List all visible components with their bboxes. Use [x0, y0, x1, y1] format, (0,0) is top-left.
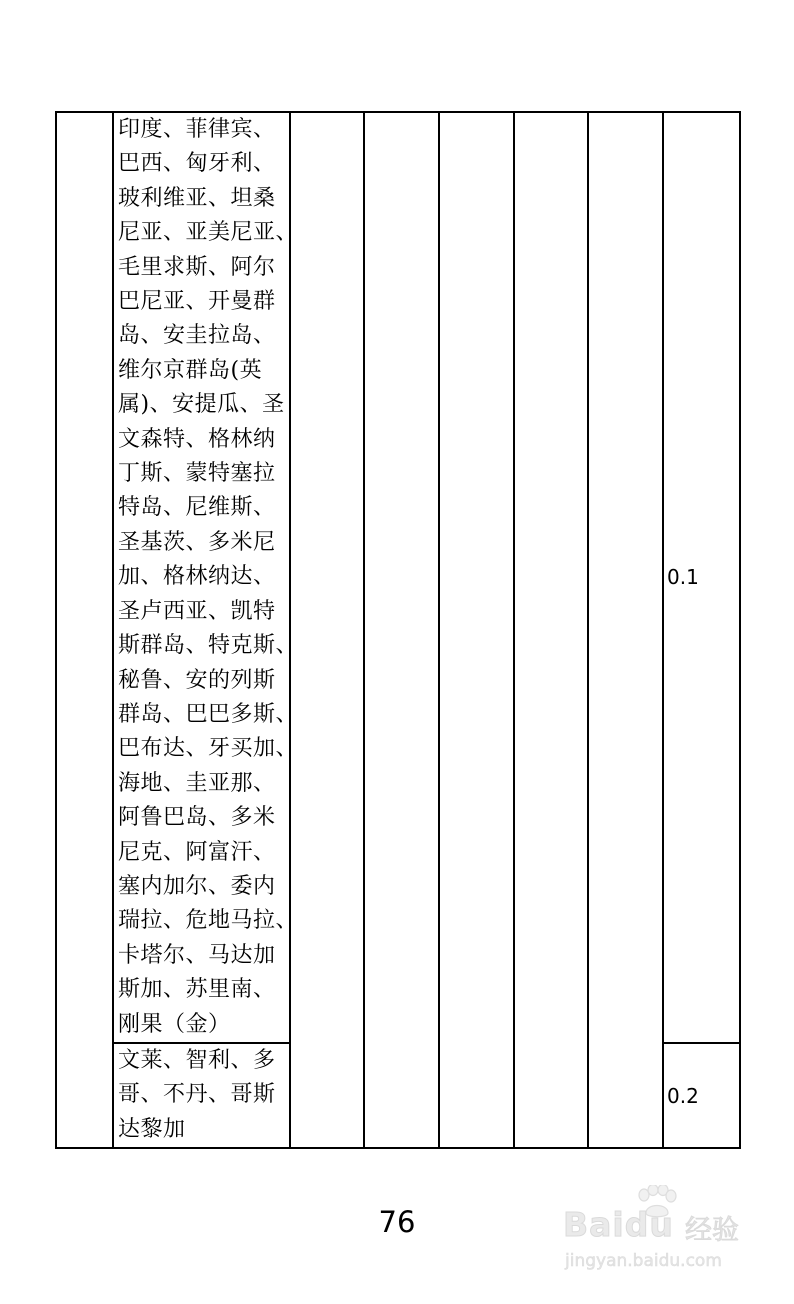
region-line: 毛里求斯、阿尔: [118, 254, 276, 280]
watermark-brand: Baidu: [563, 1205, 674, 1244]
region-line: 属)、安提瓜、圣: [118, 392, 285, 418]
region-line: 圣卢西亚、凯特: [118, 598, 276, 624]
region-line: 维尔京群岛(英: [118, 357, 263, 383]
region-line: 特岛、尼维斯、: [118, 495, 276, 521]
rate-table: [55, 111, 741, 1149]
region-line: 达黎加: [118, 1116, 186, 1142]
region-cell: [113, 112, 299, 1043]
region-line: 丁斯、蒙特塞拉: [118, 461, 276, 487]
region-line: 巴西、匈牙利、: [118, 151, 276, 177]
empty-cell: [514, 112, 588, 1148]
region-line: 瑞拉、危地马拉、: [118, 908, 299, 934]
region-line: 加、格林纳达、: [118, 564, 276, 590]
region-line: 尼亚、亚美尼亚、: [118, 220, 299, 246]
region-line: 斯加、苏里南、: [118, 977, 276, 1003]
empty-cell: [588, 112, 663, 1148]
region-line: 巴布达、牙买加、: [118, 736, 299, 762]
page-number: 76: [378, 1205, 416, 1239]
region-line: 卡塔尔、马达加: [118, 942, 276, 968]
region-line: 文森特、格林纳: [118, 426, 276, 452]
empty-cell: [290, 112, 364, 1148]
watermark-url: jingyan.baidu.com: [565, 1251, 722, 1271]
watermark-suffix: 经验: [685, 1215, 739, 1246]
index-cell: [56, 112, 113, 1148]
empty-cell: [439, 112, 514, 1148]
region-line: 塞内加尔、委内: [118, 873, 276, 899]
region-line: 圣基茨、多米尼: [118, 529, 276, 555]
rate-cell: 0.1: [663, 112, 740, 1043]
region-line: 岛、安圭拉岛、: [118, 323, 276, 349]
empty-cell: [364, 112, 439, 1148]
region-line: 文莱、智利、多: [118, 1047, 276, 1073]
region-line: 阿鲁巴岛、多米: [118, 805, 276, 831]
baidu-watermark: [563, 1183, 753, 1278]
region-line: 刚果（金）: [118, 1011, 231, 1037]
region-line: 巴尼亚、开曼群: [118, 289, 276, 315]
region-line: 群岛、巴巴多斯、: [118, 701, 299, 727]
region-line: 海地、圭亚那、: [118, 770, 276, 796]
region-line: 尼克、阿富汗、: [118, 839, 276, 865]
region-line: 哥、不丹、哥斯: [118, 1082, 276, 1108]
rate-cell: 0.2: [663, 1043, 740, 1148]
table-row: [56, 112, 740, 1043]
region-line: 印度、菲律宾、: [118, 117, 276, 142]
region-cell: [113, 1043, 290, 1148]
region-line: 玻利维亚、坦桑: [118, 185, 276, 211]
region-line: 秘鲁、安的列斯: [118, 667, 276, 693]
region-line: 斯群岛、特克斯、: [118, 633, 299, 659]
